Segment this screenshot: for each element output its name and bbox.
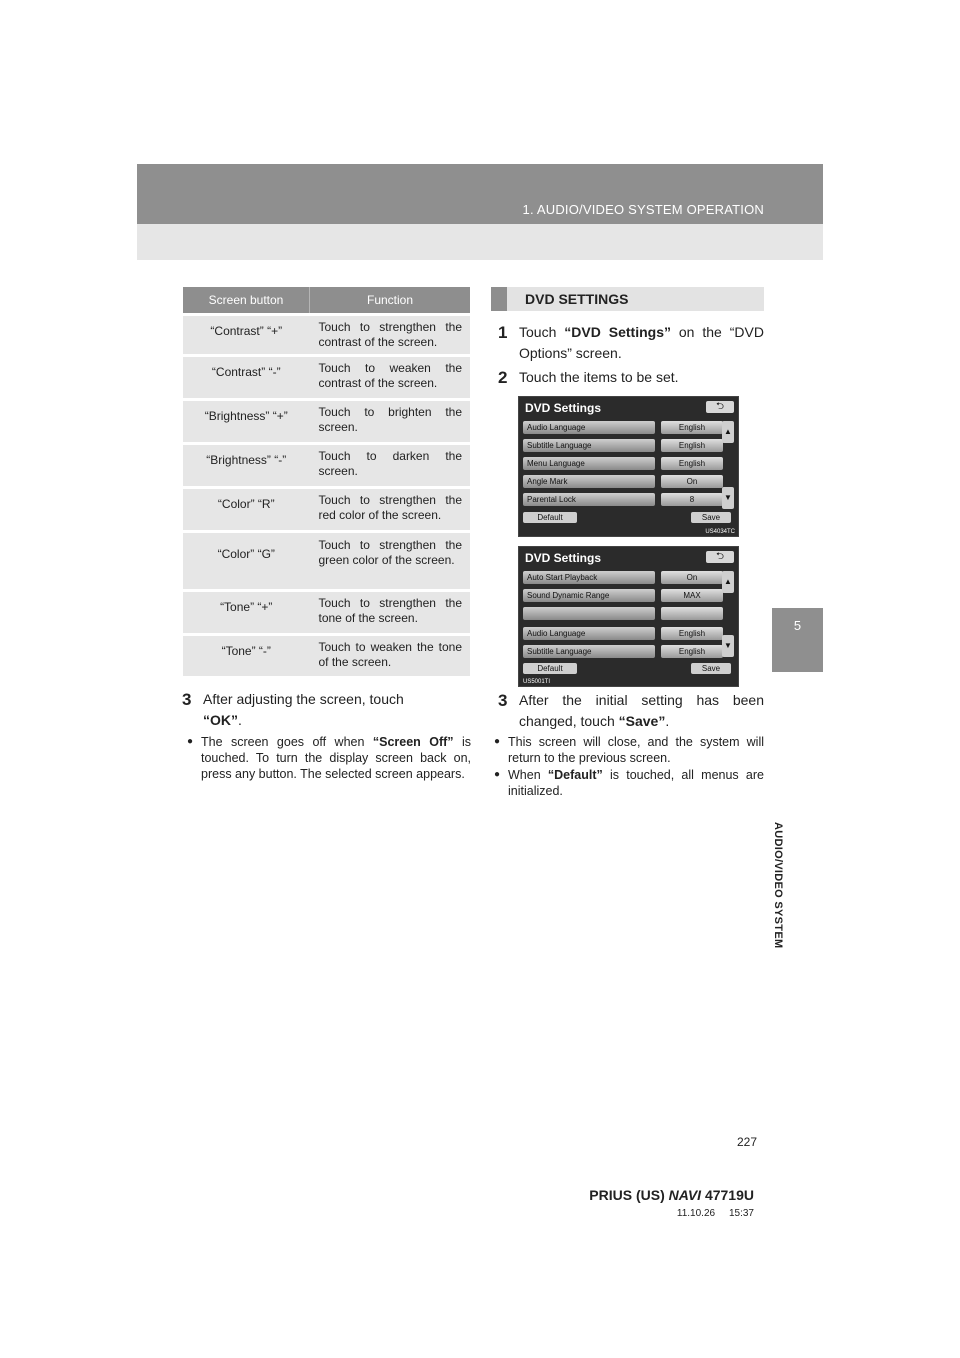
image-code: US4034TC [705, 529, 735, 535]
setting-label: Subtitle Language [523, 439, 655, 452]
step-text-end: . [238, 712, 242, 728]
step-number: 3 [182, 690, 192, 709]
table-cell-function: Touch to weaken the contrast of the screen. [318, 361, 462, 390]
step-text-post: on the “DVD Options” screen. [519, 324, 764, 361]
setting-value [661, 607, 723, 620]
dvd-settings-heading [491, 287, 764, 311]
page-number: 227 [736, 1135, 757, 1149]
table-cell-button: “Color” “G” [217, 547, 275, 561]
setting-label: Audio Language [523, 627, 655, 640]
step-save-label: “Save” [618, 713, 666, 729]
step-text-post: . [665, 713, 670, 729]
table-row [183, 635, 470, 676]
bullet-text-pre: The screen goes off when [201, 735, 373, 749]
bullet-icon: ● [494, 769, 501, 780]
dvd-settings-title: DVD SETTINGS [525, 291, 629, 307]
step-number: 2 [498, 368, 508, 387]
header-subband [137, 224, 823, 260]
table-row [183, 315, 470, 356]
dvd-settings-screen-1 [518, 396, 739, 537]
dvd-settings-screen-2 [518, 546, 739, 687]
step-text-pre: After the initial setting has been changed, touch [519, 692, 764, 729]
setting-label [523, 607, 655, 620]
setting-label: Audio Language [523, 421, 655, 434]
bullet-icon: ● [187, 736, 194, 747]
step-text-pre: Touch [519, 324, 565, 340]
table-header-function: Function [310, 287, 471, 315]
bullet-bold: “Default” [547, 768, 603, 782]
setting-value[interactable]: MAX [661, 589, 723, 602]
table-cell-function: Touch to strengthen the tone of the screen. [318, 596, 462, 625]
default-button[interactable]: Default [523, 663, 577, 674]
dvd-step-3 [498, 690, 764, 732]
back-button[interactable]: ⮌ [706, 551, 734, 563]
setting-value[interactable]: English [661, 439, 723, 452]
setting-label: Parental Lock [523, 493, 655, 506]
chapter-tab: 5 [772, 608, 823, 672]
setting-value[interactable]: English [661, 627, 723, 640]
chapter-label: AUDIO/VIDEO SYSTEM [772, 822, 784, 949]
navi-label: NAVI [668, 1187, 702, 1203]
table-cell-button: “Color” “R” [217, 497, 275, 511]
chapter-label-container [772, 672, 823, 949]
setting-label: Angle Mark [523, 475, 655, 488]
setting-value[interactable]: On [661, 475, 723, 488]
setting-value[interactable]: English [661, 645, 723, 658]
footer-date: 11.10.26 15:37 [676, 1208, 754, 1219]
section-title: 1. AUDIO/VIDEO SYSTEM OPERATION [522, 202, 764, 217]
bullet-icon: ● [494, 736, 501, 747]
function-table [183, 287, 470, 676]
dvd-bullet-1 [494, 734, 764, 766]
setting-label: Menu Language [523, 457, 655, 470]
step-number: 3 [498, 691, 508, 710]
screen-title: DVD Settings [525, 401, 602, 415]
bullet-text-post: is touched, all menus are initialized. [508, 768, 764, 798]
table-row [183, 444, 470, 488]
bullet-bold: “Screen Off” [372, 735, 454, 749]
dvd-step-1 [498, 322, 764, 364]
setting-value[interactable]: English [661, 457, 723, 470]
table-cell-button: “Tone” “+” [220, 600, 273, 614]
setting-value[interactable]: English [661, 421, 723, 434]
left-bullet [187, 734, 471, 782]
scroll-down-icon[interactable]: ▼ [722, 635, 734, 657]
left-step-3 [182, 689, 471, 731]
model-name: PRIUS (US) [589, 1187, 665, 1203]
setting-value[interactable]: 8 [661, 493, 723, 506]
table-row [183, 488, 470, 532]
step-text: After adjusting the screen, touch [203, 691, 404, 707]
table-header-button: Screen button [183, 287, 310, 315]
table-cell-button: “Brightness” “-” [206, 453, 287, 467]
table-row [183, 532, 470, 591]
screen-title: DVD Settings [525, 551, 602, 565]
step-bold: “DVD Settings” [564, 324, 671, 340]
setting-value[interactable]: On [661, 571, 723, 584]
table-cell-function: Touch to darken the screen. [318, 449, 462, 478]
scroll-down-icon[interactable]: ▼ [722, 487, 734, 509]
table-cell-button: “Contrast” “+” [210, 324, 283, 338]
doc-code: 47719U [704, 1187, 754, 1203]
bullet-text-post: is touched. To turn the display screen back on, press any button. The selected screen appears. [201, 735, 471, 781]
table-cell-function: Touch to strengthen the green color of the screen. [318, 538, 462, 567]
scroll-up-icon[interactable]: ▲ [722, 421, 734, 443]
heading-marker [491, 287, 507, 311]
setting-label: Subtitle Language [523, 645, 655, 658]
bullet-text-pre: When [508, 768, 548, 782]
step-ok-label: “OK” [203, 712, 238, 728]
table-cell-function: Touch to weaken the tone of the screen. [318, 640, 462, 669]
table-cell-function: Touch to brighten the screen. [318, 405, 462, 434]
table-row [183, 591, 470, 635]
dvd-step-2 [498, 367, 764, 388]
scroll-up-icon[interactable]: ▲ [722, 571, 734, 593]
table-row [183, 400, 470, 444]
bullet-text: This screen will close, and the system will return to the previous screen. [508, 735, 764, 765]
setting-label: Auto Start Playback [523, 571, 655, 584]
step-text: Touch the items to be set. [519, 369, 679, 385]
table-cell-button: “Tone” “-” [221, 644, 271, 658]
step-number: 1 [498, 323, 508, 342]
footer-model [589, 1187, 754, 1203]
dvd-bullet-2 [494, 767, 764, 799]
save-button[interactable]: Save [691, 663, 731, 674]
setting-label: Sound Dynamic Range [523, 589, 655, 602]
image-code: US5001TI [523, 679, 551, 685]
table-cell-button: “Contrast” “-” [211, 365, 281, 379]
table-row [183, 356, 470, 400]
default-button[interactable]: Default [523, 512, 577, 523]
save-button[interactable]: Save [691, 512, 731, 523]
back-button[interactable]: ⮌ [706, 401, 734, 413]
table-cell-function: Touch to strengthen the red color of the screen. [318, 493, 462, 522]
table-cell-button: “Brightness” “+” [204, 409, 288, 423]
table-cell-function: Touch to strengthen the contrast of the screen. [318, 320, 462, 349]
